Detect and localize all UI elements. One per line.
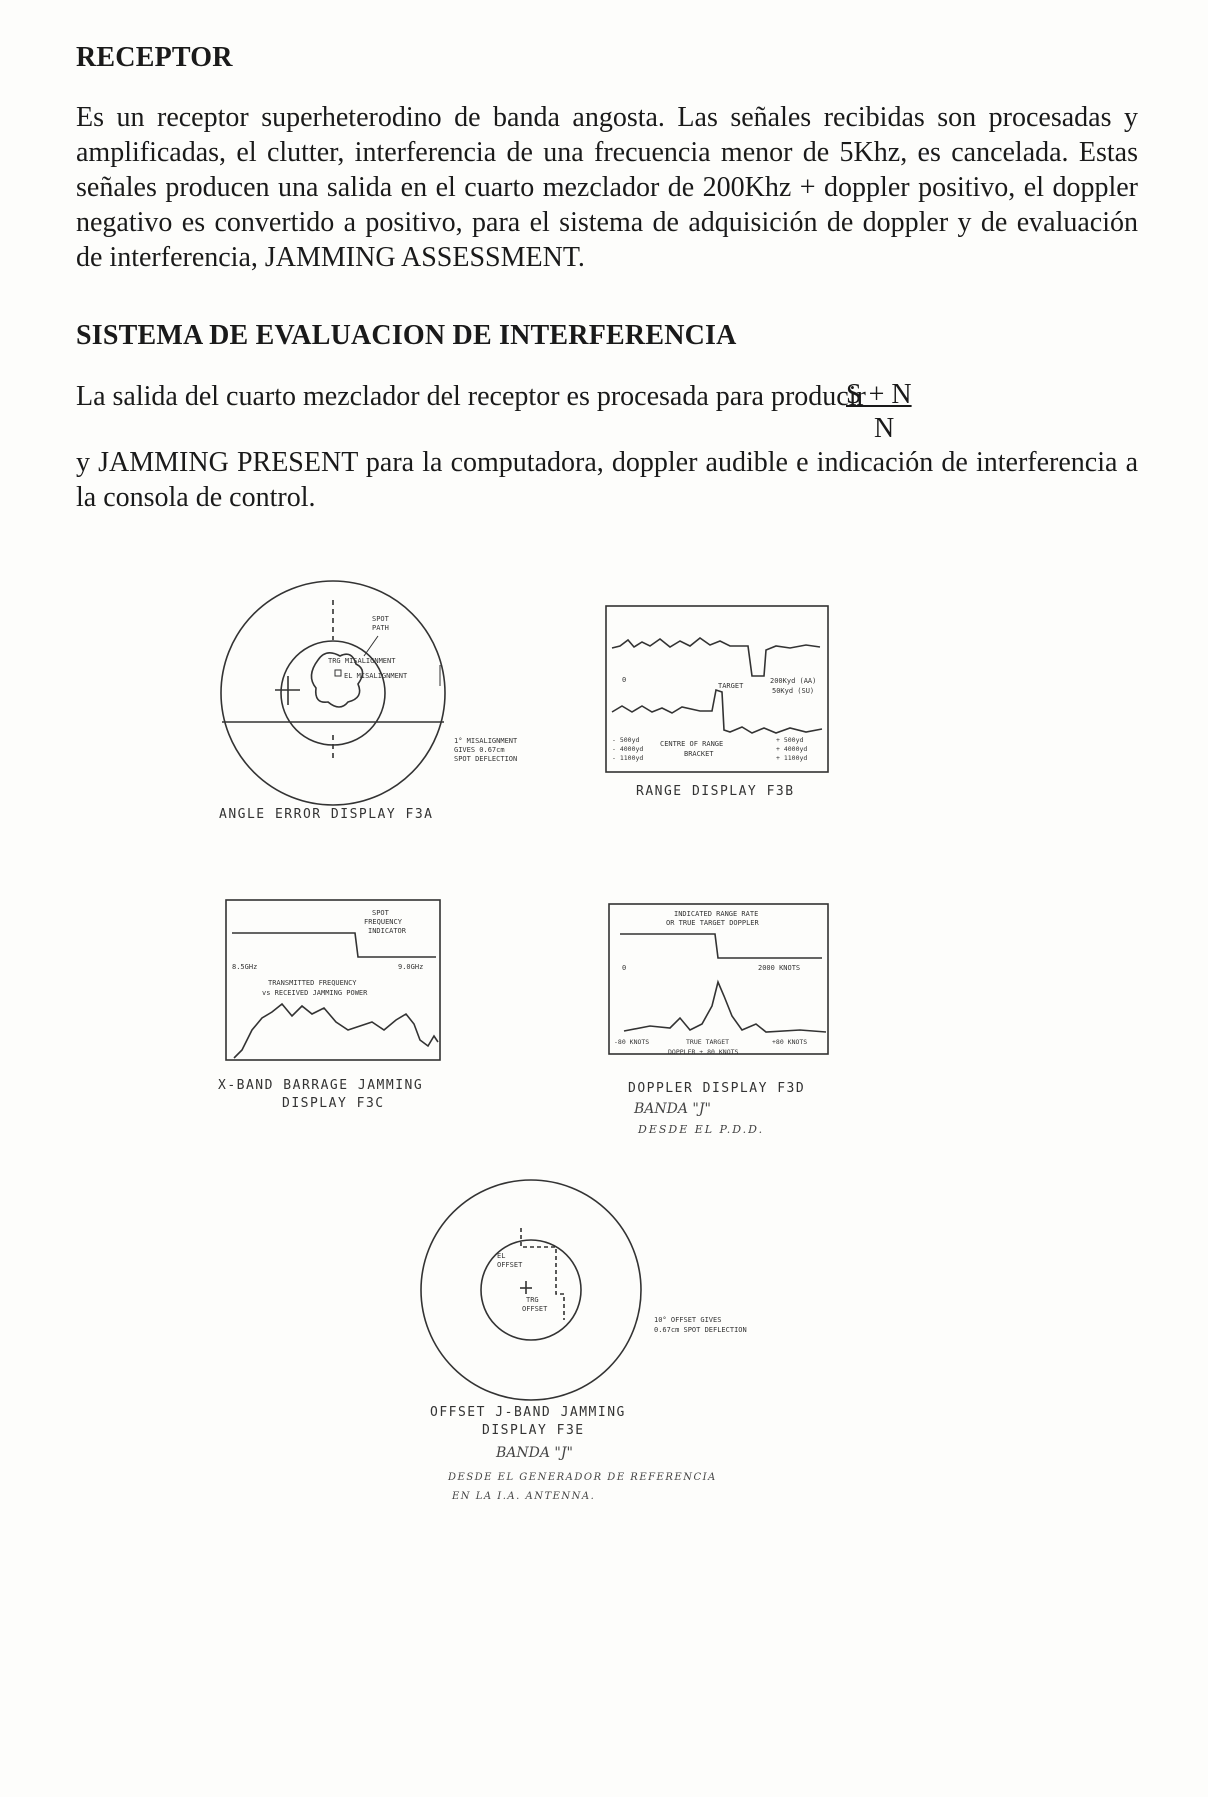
f3e-handwritten-banda: BANDA "J" [496,1445,573,1461]
angle-error-display [221,581,445,805]
f3d-true-target: TRUE TARGET [686,1038,730,1046]
f3b-target: TARGET [718,682,744,690]
f3e-handwritten-desde: DESDE EL GENERADOR DE REFERENCIA [448,1472,717,1483]
f3d-top-1: INDICATED RANGE RATE [674,910,759,918]
f3a-note-1: 1° MISALIGNMENT [454,737,518,745]
f3d-knots: 2000 KNOTS [758,964,801,972]
f3e-caption-1: OFFSET J-BAND JAMMING [430,1405,626,1420]
f3e-el-offset-1: EL [497,1252,506,1260]
f3d-bottom-right: +80 KNOTS [772,1038,808,1046]
f3c-freq-high: 9.0GHz [398,963,424,971]
heading-receptor: RECEPTOR [76,42,233,73]
f3c-legend-1: TRANSMITTED FREQUENCY [268,979,357,987]
f3b-right-3: + 1100yd [776,754,808,762]
fraction-denominator: N [874,413,895,444]
f3d-doppler-curve [624,982,826,1032]
f3e-el-offset-2: OFFSET [497,1261,523,1269]
f3e-trg-offset-2: OFFSET [522,1305,548,1313]
f3b-centre-2: BRACKET [684,750,714,758]
sistema-line-2: y JAMMING PRESENT para la computadora, doppler audible e indicación de interferencia a la consola de control. [76,447,1138,513]
f3e-note-2: 0.67cm SPOT DEFLECTION [654,1326,747,1334]
heading-sistema: SISTEMA DE EVALUACION DE INTERFERENCIA [76,320,737,351]
f3a-el-misalignment: EL MISALIGNMENT [344,672,408,680]
f3e-caption-2: DISPLAY F3E [482,1423,585,1438]
f3c-caption-1: X-BAND BARRAGE JAMMING [218,1078,424,1093]
f3c-spot-1: SPOT [372,909,389,917]
f3c-legend-2: vs RECEIVED JAMMING POWER [262,989,368,997]
f3e-outer-circle [421,1180,641,1400]
f3b-right-1: + 500yd [776,736,804,744]
f3a-outer-circle [221,581,445,805]
offset-jband-display [421,1180,641,1400]
f3a-note-2: GIVES 0.67cm [454,746,505,754]
f3b-left-1: - 500yd [612,736,640,744]
f3b-rate2: 50Kyd (SU) [772,687,815,695]
f3c-jamming-power-curve [234,1004,438,1058]
f3d-caption: DOPPLER DISPLAY F3D [628,1081,806,1096]
f3e-trg-offset-1: TRG [526,1296,539,1304]
f3b-centre-1: CENTRE OF RANGE [660,740,724,748]
fraction-numerator: S + N [846,379,912,410]
f3a-caption: ANGLE ERROR DISPLAY F3A [219,807,434,822]
f3a-spot-path-2: PATH [372,624,389,632]
f3c-caption-2: DISPLAY F3C [282,1096,385,1111]
f3a-trg-misalignment: TRG MISALIGNMENT [328,657,396,665]
f3d-zero: 0 [622,964,627,972]
f3d-handwritten-desde: DESDE EL P.D.D. [638,1123,765,1136]
f3b-caption: RANGE DISPLAY F3B [636,784,795,799]
f3c-spot-2: FREQUENCY [364,918,402,926]
f3b-right-2: + 4000yd [776,745,808,753]
f3d-range-rate-trace [620,934,822,958]
f3b-rate1: 200Kyd (AA) [770,677,817,685]
f3d-doppler-range: DOPPLER ± 80 KNOTS [668,1048,739,1056]
f3c-spot-3: INDICATOR [368,927,406,935]
f3b-zero: 0 [622,676,627,684]
f3a-spot-path-1: SPOT [372,615,389,623]
f3c-spot-indicator-trace [232,933,436,957]
f3e-note-1: 10° OFFSET GIVES [654,1316,722,1324]
f3e-handwritten-en-la: EN LA I.A. ANTENNA. [452,1491,596,1502]
sistema-line-1: La salida del cuarto mezclador del receptor es procesada para producir [76,381,866,412]
f3b-left-3: - 1100yd [612,754,644,762]
f3a-note-3: SPOT DEFLECTION [454,755,518,763]
f3b-trace-upper [612,638,820,676]
f3d-handwritten-banda: BANDA "J" [634,1101,711,1117]
f3b-left-2: - 4000yd [612,745,644,753]
receptor-paragraph: Es un receptor superheterodino de banda angosta. Las señales recibidas son procesadas y amplificadas, el clutter, interferencia de una frecuencia menor de 5Khz, es cancelada. Estas señales producen una salida en el cuarto mezclador de 200Khz + doppler positivo, el doppler negativo es convertido a positivo, para el sistema de adquisición de doppler y de evaluación de interferencia, JAMMING ASSESSMENT. [76,102,1138,273]
f3b-trace-lower [612,690,822,733]
f3e-inner-circle [481,1240,581,1340]
f3d-bottom-left: -80 KNOTS [614,1038,650,1046]
f3d-top-2: OR TRUE TARGET DOPPLER [666,919,759,927]
f3c-freq-low: 8.5GHz [232,963,258,971]
